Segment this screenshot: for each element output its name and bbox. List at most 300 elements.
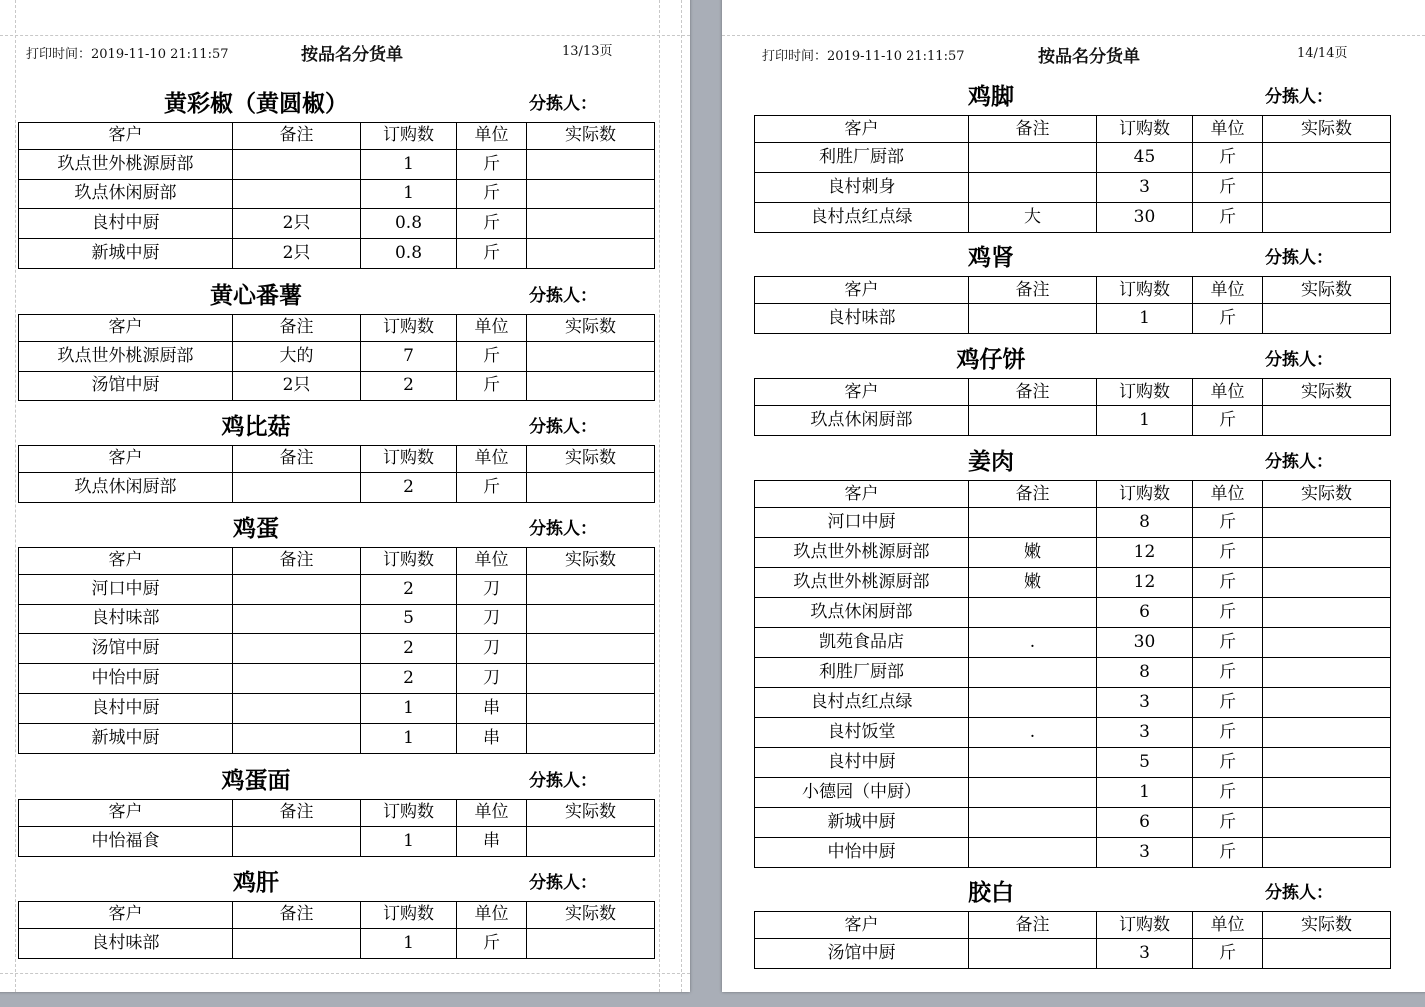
column-header: 客户 (19, 315, 233, 342)
actual-qty-cell (1263, 838, 1391, 868)
section-title: 鸡肝 (233, 869, 279, 896)
column-header: 备注 (969, 481, 1097, 508)
customer-cell: 玖点世外桃源厨部 (19, 149, 233, 179)
table-header-row (19, 123, 655, 150)
column-header: 客户 (19, 800, 233, 827)
order-qty-cell: 5 (361, 604, 457, 634)
section-title: 黄彩椒（黄圆椒） (164, 90, 348, 117)
customer-cell: 凯苑食品店 (755, 628, 969, 658)
order-qty-cell: 5 (1097, 748, 1193, 778)
goods-table (754, 480, 1391, 868)
column-header: 实际数 (1263, 912, 1391, 939)
page-title: 按品名分货单 (1038, 47, 1140, 67)
table-row (19, 826, 655, 856)
unit-cell: 刀 (457, 664, 527, 694)
unit-cell: 斤 (1193, 508, 1263, 538)
picker-label: 分拣人： (1265, 248, 1333, 268)
remark-cell: 大的 (233, 341, 361, 371)
customer-cell: 良村味部 (19, 928, 233, 958)
customer-cell: 玖点休闲厨部 (19, 179, 233, 209)
table-row (755, 658, 1391, 688)
table-row (19, 371, 655, 401)
actual-qty-cell (1263, 173, 1391, 203)
remark-cell (969, 939, 1097, 969)
actual-qty-cell (1263, 508, 1391, 538)
table-header-row (755, 277, 1391, 304)
remark-cell (233, 826, 361, 856)
margin-guide (681, 0, 682, 992)
table-header-row (19, 800, 655, 827)
actual-qty-cell (527, 341, 655, 371)
page-number: 13/13页 (562, 44, 613, 59)
table-row (19, 341, 655, 371)
unit-cell: 斤 (1193, 808, 1263, 838)
picker-label: 分拣人： (1265, 452, 1333, 472)
table-header-row (755, 116, 1391, 143)
margin-guide (722, 35, 1425, 36)
remark-cell: 大 (969, 203, 1097, 233)
order-qty-cell: 1 (361, 723, 457, 753)
remark-cell: . (969, 718, 1097, 748)
unit-cell: 斤 (1193, 143, 1263, 173)
customer-cell: 新城中厨 (19, 239, 233, 269)
customer-cell: 玖点休闲厨部 (755, 406, 969, 436)
customer-cell: 利胜厂厨部 (755, 658, 969, 688)
actual-qty-cell (1263, 778, 1391, 808)
column-header: 客户 (755, 116, 969, 143)
column-header: 客户 (755, 912, 969, 939)
unit-cell: 斤 (1193, 538, 1263, 568)
unit-cell: 刀 (457, 604, 527, 634)
unit-cell: 斤 (457, 928, 527, 958)
customer-cell: 玖点休闲厨部 (755, 598, 969, 628)
column-header: 实际数 (527, 315, 655, 342)
actual-qty-cell (1263, 143, 1391, 173)
unit-cell: 斤 (1193, 688, 1263, 718)
customer-cell: 河口中厨 (755, 508, 969, 538)
actual-qty-cell (1263, 203, 1391, 233)
section-title: 胶白 (968, 879, 1014, 906)
actual-qty-cell (1263, 538, 1391, 568)
order-qty-cell: 45 (1097, 143, 1193, 173)
table-row (19, 179, 655, 209)
order-qty-cell: 3 (1097, 939, 1193, 969)
unit-cell: 斤 (1193, 939, 1263, 969)
table-row (19, 693, 655, 723)
unit-cell: 斤 (1193, 718, 1263, 748)
table-row (755, 838, 1391, 868)
actual-qty-cell (1263, 718, 1391, 748)
column-header: 单位 (457, 446, 527, 473)
table-row (19, 664, 655, 694)
picker-label: 分拣人： (529, 771, 597, 791)
column-header: 订购数 (361, 446, 457, 473)
customer-cell: 汤馆中厨 (19, 371, 233, 401)
column-header: 单位 (457, 123, 527, 150)
table-row (755, 538, 1391, 568)
actual-qty-cell (1263, 304, 1391, 334)
customer-cell: 良村中厨 (755, 748, 969, 778)
order-qty-cell: 2 (361, 574, 457, 604)
column-header: 订购数 (1097, 116, 1193, 143)
remark-cell (233, 604, 361, 634)
customer-cell: 利胜厂厨部 (755, 143, 969, 173)
order-qty-cell: 3 (1097, 718, 1193, 748)
remark-cell (969, 508, 1097, 538)
unit-cell: 斤 (457, 341, 527, 371)
column-header: 单位 (457, 800, 527, 827)
customer-cell: 良村味部 (19, 604, 233, 634)
actual-qty-cell (527, 149, 655, 179)
goods-table (754, 378, 1391, 436)
document-page-13 (0, 0, 690, 992)
table-row (755, 688, 1391, 718)
column-header: 客户 (19, 446, 233, 473)
column-header: 备注 (969, 277, 1097, 304)
goods-table (18, 122, 655, 269)
table-header-row (19, 446, 655, 473)
customer-cell: 小德园（中厨） (755, 778, 969, 808)
customer-cell: 良村点红点绿 (755, 688, 969, 718)
column-header: 单位 (457, 548, 527, 575)
column-header: 客户 (755, 481, 969, 508)
unit-cell: 斤 (1193, 658, 1263, 688)
actual-qty-cell (527, 826, 655, 856)
print-time: 打印时间：2019-11-10 21:11:57 (26, 47, 229, 62)
order-qty-cell: 2 (361, 472, 457, 502)
table-header-row (755, 912, 1391, 939)
column-header: 订购数 (1097, 277, 1193, 304)
remark-cell (969, 304, 1097, 334)
column-header: 客户 (19, 123, 233, 150)
column-header: 实际数 (527, 800, 655, 827)
customer-cell: 中怡中厨 (755, 838, 969, 868)
unit-cell: 斤 (457, 472, 527, 502)
margin-guide (659, 0, 660, 992)
actual-qty-cell (1263, 748, 1391, 778)
unit-cell: 刀 (457, 634, 527, 664)
table-row (19, 574, 655, 604)
remark-cell (969, 406, 1097, 436)
actual-qty-cell (1263, 628, 1391, 658)
document-page-14 (722, 0, 1425, 992)
column-header: 客户 (755, 379, 969, 406)
margin-guide (15, 0, 16, 992)
column-header: 备注 (233, 123, 361, 150)
table-row (755, 598, 1391, 628)
page-number: 14/14页 (1297, 46, 1348, 61)
table-row (755, 808, 1391, 838)
column-header: 备注 (233, 548, 361, 575)
column-header: 实际数 (1263, 277, 1391, 304)
column-header: 单位 (1193, 481, 1263, 508)
section-title: 鸡脚 (968, 83, 1014, 110)
column-header: 实际数 (1263, 481, 1391, 508)
goods-table (18, 445, 655, 503)
goods-table (754, 911, 1391, 969)
table-row (19, 209, 655, 239)
section-title: 鸡比菇 (221, 413, 291, 440)
order-qty-cell: 7 (361, 341, 457, 371)
column-header: 订购数 (1097, 481, 1193, 508)
picker-label: 分拣人： (529, 417, 597, 437)
customer-cell: 玖点世外桃源厨部 (19, 341, 233, 371)
order-qty-cell: 1 (361, 826, 457, 856)
actual-qty-cell (1263, 939, 1391, 969)
actual-qty-cell (1263, 688, 1391, 718)
remark-cell (969, 778, 1097, 808)
customer-cell: 汤馆中厨 (755, 939, 969, 969)
unit-cell: 斤 (1193, 173, 1263, 203)
remark-cell (969, 173, 1097, 203)
table-row (755, 718, 1391, 748)
column-header: 备注 (969, 379, 1097, 406)
table-row (755, 568, 1391, 598)
column-header: 备注 (969, 912, 1097, 939)
table-row (19, 604, 655, 634)
order-qty-cell: 1 (1097, 304, 1193, 334)
goods-table (18, 901, 655, 959)
column-header: 实际数 (527, 446, 655, 473)
column-header: 订购数 (1097, 912, 1193, 939)
actual-qty-cell (527, 928, 655, 958)
remark-cell (233, 723, 361, 753)
customer-cell: 河口中厨 (19, 574, 233, 604)
order-qty-cell: 2 (361, 634, 457, 664)
actual-qty-cell (1263, 658, 1391, 688)
column-header: 备注 (233, 315, 361, 342)
table-header-row (755, 379, 1391, 406)
order-qty-cell: 1 (361, 928, 457, 958)
actual-qty-cell (527, 574, 655, 604)
unit-cell: 斤 (1193, 838, 1263, 868)
remark-cell (233, 149, 361, 179)
remark-cell (233, 179, 361, 209)
remark-cell: 嫩 (969, 568, 1097, 598)
table-row (19, 634, 655, 664)
section-title: 鸡蛋面 (221, 767, 291, 794)
order-qty-cell: 6 (1097, 598, 1193, 628)
table-row (755, 778, 1391, 808)
unit-cell: 刀 (457, 574, 527, 604)
order-qty-cell: 2 (361, 371, 457, 401)
unit-cell: 斤 (457, 371, 527, 401)
actual-qty-cell (527, 209, 655, 239)
remark-cell (969, 838, 1097, 868)
actual-qty-cell (527, 634, 655, 664)
column-header: 订购数 (361, 123, 457, 150)
customer-cell: 良村味部 (755, 304, 969, 334)
picker-label: 分拣人： (529, 519, 597, 539)
remark-cell: 嫩 (969, 538, 1097, 568)
table-row (19, 149, 655, 179)
goods-table (754, 115, 1391, 233)
customer-cell: 新城中厨 (755, 808, 969, 838)
remark-cell (233, 574, 361, 604)
goods-table (18, 799, 655, 857)
unit-cell: 斤 (457, 149, 527, 179)
remark-cell (233, 693, 361, 723)
unit-cell: 斤 (1193, 568, 1263, 598)
goods-table (754, 276, 1391, 334)
column-header: 实际数 (527, 123, 655, 150)
customer-cell: 汤馆中厨 (19, 634, 233, 664)
page-title: 按品名分货单 (301, 45, 403, 65)
table-row (19, 928, 655, 958)
column-header: 订购数 (361, 902, 457, 929)
order-qty-cell: 30 (1097, 203, 1193, 233)
picker-label: 分拣人： (529, 873, 597, 893)
margin-guide (0, 35, 690, 36)
remark-cell (969, 688, 1097, 718)
goods-table (18, 314, 655, 401)
order-qty-cell: 1 (361, 149, 457, 179)
picker-label: 分拣人： (1265, 350, 1333, 370)
picker-label: 分拣人： (1265, 87, 1333, 107)
order-qty-cell: 2 (361, 664, 457, 694)
customer-cell: 新城中厨 (19, 723, 233, 753)
unit-cell: 斤 (1193, 406, 1263, 436)
print-time: 打印时间：2019-11-10 21:11:57 (762, 49, 965, 64)
remark-cell (969, 658, 1097, 688)
picker-label: 分拣人： (529, 94, 597, 114)
column-header: 备注 (969, 116, 1097, 143)
table-row (755, 628, 1391, 658)
picker-label: 分拣人： (529, 286, 597, 306)
customer-cell: 良村中厨 (19, 209, 233, 239)
customer-cell: 良村点红点绿 (755, 203, 969, 233)
customer-cell: 良村刺身 (755, 173, 969, 203)
unit-cell: 斤 (1193, 778, 1263, 808)
unit-cell: 串 (457, 826, 527, 856)
column-header: 订购数 (361, 548, 457, 575)
unit-cell: 斤 (457, 239, 527, 269)
actual-qty-cell (527, 371, 655, 401)
section-title: 鸡仔饼 (956, 346, 1026, 373)
actual-qty-cell (1263, 568, 1391, 598)
order-qty-cell: 6 (1097, 808, 1193, 838)
order-qty-cell: 30 (1097, 628, 1193, 658)
order-qty-cell: 8 (1097, 658, 1193, 688)
remark-cell (233, 634, 361, 664)
table-header-row (755, 481, 1391, 508)
actual-qty-cell (527, 604, 655, 634)
remark-cell (233, 664, 361, 694)
order-qty-cell: 0.8 (361, 239, 457, 269)
column-header: 订购数 (361, 800, 457, 827)
actual-qty-cell (527, 239, 655, 269)
table-row (755, 203, 1391, 233)
remark-cell (233, 928, 361, 958)
column-header: 备注 (233, 446, 361, 473)
table-header-row (19, 315, 655, 342)
column-header: 单位 (1193, 116, 1263, 143)
customer-cell: 中怡福食 (19, 826, 233, 856)
column-header: 实际数 (1263, 116, 1391, 143)
customer-cell: 玖点世外桃源厨部 (755, 568, 969, 598)
unit-cell: 斤 (1193, 628, 1263, 658)
actual-qty-cell (527, 472, 655, 502)
customer-cell: 中怡中厨 (19, 664, 233, 694)
customer-cell: 良村中厨 (19, 693, 233, 723)
column-header: 实际数 (1263, 379, 1391, 406)
order-qty-cell: 12 (1097, 568, 1193, 598)
order-qty-cell: 3 (1097, 688, 1193, 718)
order-qty-cell: 1 (1097, 406, 1193, 436)
actual-qty-cell (527, 179, 655, 209)
table-header-row (19, 548, 655, 575)
section-title: 姜肉 (968, 448, 1014, 475)
picker-label: 分拣人： (1265, 883, 1333, 903)
margin-guide (0, 973, 690, 974)
order-qty-cell: 1 (1097, 778, 1193, 808)
column-header: 单位 (1193, 379, 1263, 406)
section-title: 鸡蛋 (233, 515, 279, 542)
goods-table (18, 547, 655, 754)
column-header: 订购数 (361, 315, 457, 342)
column-header: 实际数 (527, 902, 655, 929)
unit-cell: 斤 (1193, 598, 1263, 628)
column-header: 备注 (233, 902, 361, 929)
column-header: 客户 (19, 548, 233, 575)
unit-cell: 斤 (1193, 304, 1263, 334)
column-header: 备注 (233, 800, 361, 827)
customer-cell: 良村饭堂 (755, 718, 969, 748)
column-header: 单位 (457, 315, 527, 342)
column-header: 单位 (1193, 912, 1263, 939)
table-row (19, 723, 655, 753)
remark-cell (969, 143, 1097, 173)
section-title: 黄心番薯 (210, 282, 302, 309)
table-row (755, 748, 1391, 778)
table-header-row (19, 902, 655, 929)
column-header: 单位 (1193, 277, 1263, 304)
unit-cell: 斤 (1193, 748, 1263, 778)
unit-cell: 斤 (457, 179, 527, 209)
section-title: 鸡肾 (968, 244, 1014, 271)
table-row (755, 173, 1391, 203)
table-row (755, 939, 1391, 969)
order-qty-cell: 1 (361, 693, 457, 723)
column-header: 单位 (457, 902, 527, 929)
customer-cell: 玖点休闲厨部 (19, 472, 233, 502)
actual-qty-cell (1263, 406, 1391, 436)
remark-cell (969, 748, 1097, 778)
unit-cell: 斤 (1193, 203, 1263, 233)
unit-cell: 斤 (457, 209, 527, 239)
order-qty-cell: 3 (1097, 173, 1193, 203)
unit-cell: 串 (457, 693, 527, 723)
table-row (755, 304, 1391, 334)
remark-cell: . (969, 628, 1097, 658)
actual-qty-cell (1263, 598, 1391, 628)
order-qty-cell: 0.8 (361, 209, 457, 239)
customer-cell: 玖点世外桃源厨部 (755, 538, 969, 568)
table-row (19, 472, 655, 502)
column-header: 客户 (19, 902, 233, 929)
column-header: 实际数 (527, 548, 655, 575)
remark-cell: 2只 (233, 239, 361, 269)
unit-cell: 串 (457, 723, 527, 753)
remark-cell (969, 808, 1097, 838)
actual-qty-cell (527, 664, 655, 694)
actual-qty-cell (527, 693, 655, 723)
table-row (19, 239, 655, 269)
actual-qty-cell (1263, 808, 1391, 838)
table-row (755, 508, 1391, 538)
order-qty-cell: 1 (361, 179, 457, 209)
order-qty-cell: 12 (1097, 538, 1193, 568)
